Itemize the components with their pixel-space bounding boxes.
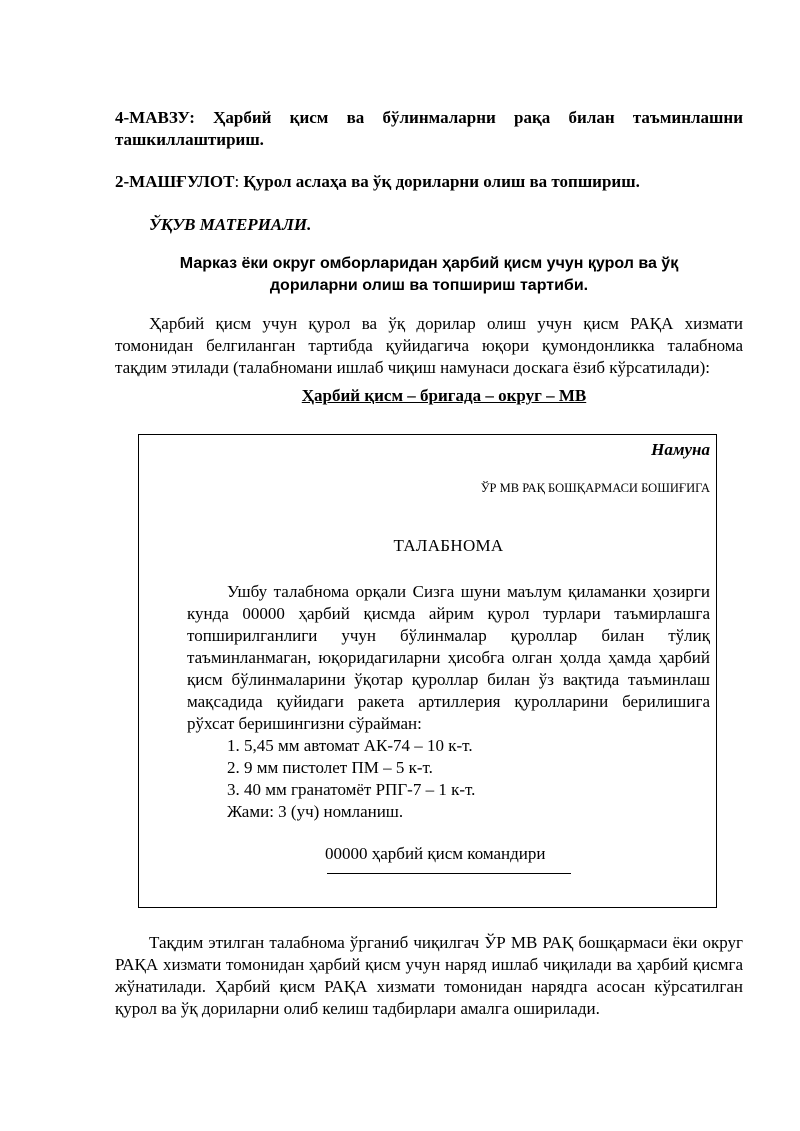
weapons-list [187,735,710,801]
chain-of-command: Ҳарбий қисм – бригада – округ – МВ [301,386,587,405]
request-body: Ушбу талабнома орқали Сизга шуни маълум қиламанки ҳозирги кунда 00000 ҳарбий қисмда айрим қурол турлари таъмирлашга топширилганлиги учун бўлинмалар қуроллар билан тўлиқ таъминланмаган, юқоридагиларни ҳисобга олган ҳолда ҳамда ҳарбий қисм бўлинмаларини ўқотар қуроллар билан ўз вақтида таъминлаш мақсадида қуйидаги ракета артиллерия қуролларини берилишига рўхсат беришингизни сўрайман: [187,582,710,733]
lesson-text: Қурол аслаҳа ва ўқ дориларни олиш ва топшириш. [243,172,640,191]
request-title: ТАЛАБНОМА [393,536,504,555]
lesson-label: 2-МАШҒУЛОТ [115,172,235,191]
addressee: ЎР МВ РАҚ БОШҚАРМАСИ БОШИҒИГА [480,481,710,495]
list-item: 2. 9 мм пистолет ПМ – 5 к-т. [227,758,433,777]
total-line: Жами: 3 (уч) номланиш. [227,802,404,821]
topic-heading [115,107,743,151]
lesson-heading [115,171,743,193]
list-item: 1. 5,45 мм автомат АК-74 – 10 к-т. [227,736,473,755]
sample-label: Намуна [651,440,710,459]
lesson-separator: : [234,172,240,191]
intro-paragraph: Ҳарбий қисм учун қурол ва ўқ дорилар олиш учун қисм РАҚА хизмати томонидан белгиланган тартибда қуйидагича юқори қумондонликка талабнома тақдим этилади (талабномани ишлаб чиқиш намунаси доскага ёзиб кўрсатилади): [115,314,743,377]
topic-label: 4-МАВЗУ: [115,108,195,127]
commander-title: 00000 ҳарбий қисм командири [325,844,546,863]
document-page [115,107,743,424]
list-item: 3. 40 мм гранатомёт РПГ-7 – 1 к-т. [227,780,476,799]
sample-request-box [138,434,717,908]
material-heading: ЎҚУВ МАТЕРИАЛИ. [149,215,312,234]
section-subtitle: Марказ ёки округ омборларидан ҳарбий қисм учун қурол ва ўқ дориларни олиш ва топшириш тартиби. [179,255,679,294]
outro-paragraph: Тақдим этилган талабнома ўрганиб чиқилгач ЎР МВ РАҚ бошқармаси ёки округ РАҚА хизмати томонидан ҳарбий қисм учун наряд ишлаб чиқилади ва ҳарбий қисмга жўнатилади. Ҳарбий қисм РАҚА хизмати томонидан нарядга асосан кўрсатилган қурол ва ўқ дориларни олиб келиш тадбирлари амалга оширилади. [115,933,743,1018]
topic-text: Ҳарбий қисм ва бўлинмаларни рақа билан таъминлашни ташкиллаштириш. [115,108,743,149]
signature-line [327,873,571,874]
